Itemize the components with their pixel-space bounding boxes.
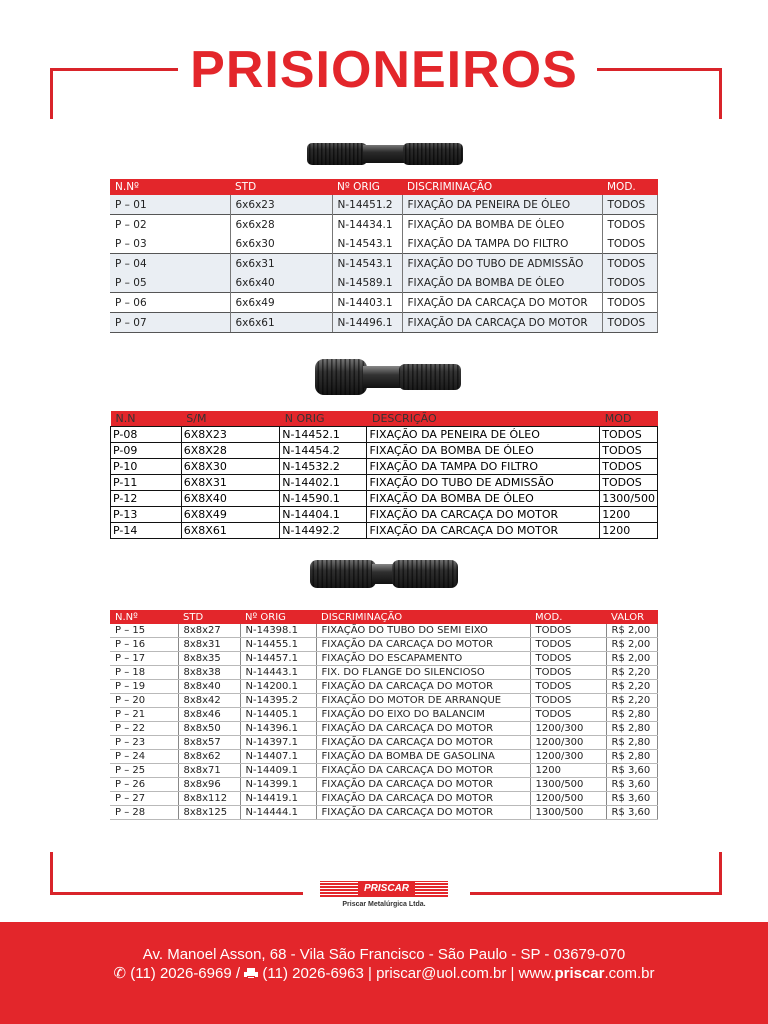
table-cell: FIXAÇÃO DA CARCAÇA DO MOTOR: [316, 638, 530, 652]
table-cell: FIXAÇÃO DA CARCAÇA DO MOTOR: [316, 736, 530, 750]
table-cell: FIXAÇÃO DA CARCAÇA DO MOTOR: [402, 313, 602, 333]
table-cell: 6x6x28: [230, 215, 332, 235]
table-row: [110, 652, 658, 666]
table-cell: FIXAÇÃO DO EIXO DO BALANCIM: [316, 708, 530, 722]
table-cell: R$ 2,20: [606, 680, 658, 694]
table-cell: 6X8X40: [181, 491, 279, 507]
table-cell: TODOS: [530, 624, 606, 638]
table-cell: N-14402.1: [280, 475, 367, 491]
table-cell: 1300/500: [530, 806, 606, 820]
top-left-bracket: [50, 68, 178, 119]
table-cell: P – 23: [110, 736, 178, 750]
table-cell: 6x6x31: [230, 254, 332, 274]
table-cell: N-14407.1: [240, 750, 316, 764]
table-cell: P-12: [111, 491, 182, 507]
table-cell: N-14457.1: [240, 652, 316, 666]
table-cell: P – 22: [110, 722, 178, 736]
table-row: [110, 215, 658, 235]
table-cell: N-14590.1: [280, 491, 367, 507]
table-row: [110, 666, 658, 680]
bottom-right-bracket: [470, 852, 722, 895]
table-cell: P – 04: [110, 254, 230, 274]
table-cell: N-14200.1: [240, 680, 316, 694]
stud-bolt-image-3: [308, 556, 460, 592]
table-cell: N-14454.2: [280, 443, 367, 459]
table-row: [110, 736, 658, 750]
header-cell: MOD.: [530, 610, 606, 624]
table-cell: N-14451.2: [332, 195, 402, 215]
table-cell: R$ 2,80: [606, 736, 658, 750]
table-cell: FIXAÇÃO DO TUBO DE ADMISSÃO: [367, 475, 600, 491]
table-cell: 1200: [530, 764, 606, 778]
table-cell: N-14399.1: [240, 778, 316, 792]
table-cell: N-14404.1: [280, 507, 367, 523]
table-cell: N-14405.1: [240, 708, 316, 722]
table-cell: 1200/300: [530, 736, 606, 750]
table-cell: 6X8X30: [181, 459, 279, 475]
table-row: [110, 750, 658, 764]
table-cell: 8x8x35: [178, 652, 240, 666]
table-row: [111, 427, 658, 443]
table-row: [110, 254, 658, 274]
table-cell: R$ 2,00: [606, 638, 658, 652]
table-cell: P – 03: [110, 234, 230, 254]
table-cell: TODOS: [600, 475, 658, 491]
table-cell: R$ 2,00: [606, 652, 658, 666]
table-cell: FIXAÇÃO DA CARCAÇA DO MOTOR: [367, 523, 600, 539]
table-cell: P-13: [111, 507, 182, 523]
table-cell: FIXAÇÃO DA CARCAÇA DO MOTOR: [367, 507, 600, 523]
table-cell: TODOS: [602, 273, 658, 293]
header-cell: Nº ORIG: [332, 179, 402, 195]
table-cell: 8x8x38: [178, 666, 240, 680]
header-cell: N.N: [111, 411, 182, 427]
header-cell: DISCRIMINAÇÃO: [402, 179, 602, 195]
table-cell: 8x8x40: [178, 680, 240, 694]
table-cell: TODOS: [530, 708, 606, 722]
table-cell: N-14419.1: [240, 792, 316, 806]
table-cell: 8x8x27: [178, 624, 240, 638]
header-cell: STD: [230, 179, 332, 195]
table-cell: P – 25: [110, 764, 178, 778]
table-cell: P – 05: [110, 273, 230, 293]
table-cell: TODOS: [530, 666, 606, 680]
table-row: [110, 313, 658, 333]
table-cell: 1200/300: [530, 722, 606, 736]
table-cell: N-14543.1: [332, 234, 402, 254]
table-row: [110, 273, 658, 293]
table-cell: 8x8x46: [178, 708, 240, 722]
table-cell: N-14532.2: [280, 459, 367, 475]
table-cell: FIXAÇÃO DA CARCAÇA DO MOTOR: [316, 792, 530, 806]
table-row: [111, 443, 658, 459]
table-cell: N-14398.1: [240, 624, 316, 638]
table-cell: FIXAÇÃO DA CARCAÇA DO MOTOR: [316, 778, 530, 792]
table-cell: P – 27: [110, 792, 178, 806]
table-row: [110, 624, 658, 638]
table-cell: FIXAÇÃO DO TUBO DE ADMISSÃO: [402, 254, 602, 274]
header-cell: VALOR: [606, 610, 658, 624]
table-cell: FIXAÇÃO DA BOMBA DE ÓLEO: [367, 443, 600, 459]
table-cell: FIXAÇÃO DA CARCAÇA DO MOTOR: [316, 722, 530, 736]
table-cell: R$ 3,60: [606, 806, 658, 820]
table-cell: R$ 2,80: [606, 722, 658, 736]
table-row: [110, 234, 658, 254]
prisioneiros-table-3: [110, 610, 658, 820]
table-row: [110, 764, 658, 778]
table-cell: 1300/500: [600, 491, 658, 507]
table-cell: 8x8x112: [178, 792, 240, 806]
table-cell: R$ 2,80: [606, 750, 658, 764]
table-row: [111, 475, 658, 491]
table-cell: TODOS: [602, 313, 658, 333]
table-cell: P – 17: [110, 652, 178, 666]
table-row: [110, 293, 658, 313]
table-cell: P – 26: [110, 778, 178, 792]
table-cell: TODOS: [530, 638, 606, 652]
table-cell: TODOS: [600, 459, 658, 475]
table-row: [111, 523, 658, 539]
table-cell: FIXAÇÃO DO TUBO DO SEMI EIXO: [316, 624, 530, 638]
table-row: [110, 708, 658, 722]
footer-phone-1: (11) 2026-6969: [130, 965, 232, 982]
table-row: [111, 507, 658, 523]
header-cell: MOD.: [602, 179, 658, 195]
table-row: [110, 792, 658, 806]
table-row: [110, 694, 658, 708]
header-cell: N.Nº: [110, 179, 230, 195]
table-cell: FIXAÇÃO DA TAMPA DO FILTRO: [367, 459, 600, 475]
table-cell: R$ 3,60: [606, 792, 658, 806]
footer-email-link[interactable]: priscar@uol.com.br: [376, 965, 507, 982]
table-cell: FIXAÇÃO DA BOMBA DE ÓLEO: [402, 215, 602, 235]
stud-bolt-image-1: [305, 137, 465, 169]
table-row: [110, 722, 658, 736]
table-cell: R$ 2,00: [606, 624, 658, 638]
table-row: [111, 491, 658, 507]
table-row: [110, 778, 658, 792]
table-cell: TODOS: [602, 215, 658, 235]
table-row: [111, 459, 658, 475]
table-cell: P – 15: [110, 624, 178, 638]
table-cell: 8x8x31: [178, 638, 240, 652]
table-cell: FIXAÇÃO DA PENEIRA DE ÓLEO: [402, 195, 602, 215]
table-header-row: [110, 179, 658, 195]
footer-website-link[interactable]: www.priscar.com.br: [518, 965, 655, 982]
table-cell: 6x6x40: [230, 273, 332, 293]
header-cell: N.Nº: [110, 610, 178, 624]
table-cell: P – 24: [110, 750, 178, 764]
footer-address: Av. Manoel Asson, 68 - Vila São Francisco - São Paulo - SP - 03679-070: [142, 946, 626, 963]
header-cell: S/M: [181, 411, 279, 427]
table-header-row: [111, 411, 658, 427]
header-cell: Nº ORIG: [240, 610, 316, 624]
table-cell: 6X8X61: [181, 523, 279, 539]
table-cell: P – 19: [110, 680, 178, 694]
table-cell: P – 07: [110, 313, 230, 333]
table-cell: N-14589.1: [332, 273, 402, 293]
table-row: [110, 680, 658, 694]
table-cell: P – 20: [110, 694, 178, 708]
table-cell: N-14543.1: [332, 254, 402, 274]
priscar-logo: [320, 881, 448, 897]
table-cell: 6X8X28: [181, 443, 279, 459]
logo-subtitle: Priscar Metalúrgica Ltda.: [342, 901, 426, 908]
table-cell: R$ 2,80: [606, 708, 658, 722]
table-cell: R$ 2,20: [606, 694, 658, 708]
table-cell: TODOS: [602, 195, 658, 215]
table-cell: 8x8x50: [178, 722, 240, 736]
table-cell: TODOS: [530, 694, 606, 708]
table-cell: N-14443.1: [240, 666, 316, 680]
table-cell: 1200/500: [530, 792, 606, 806]
prisioneiros-table-2: [110, 411, 658, 539]
table-cell: FIXAÇÃO DA CARCAÇA DO MOTOR: [316, 680, 530, 694]
table-cell: P – 16: [110, 638, 178, 652]
table-cell: TODOS: [600, 427, 658, 443]
table-cell: TODOS: [602, 293, 658, 313]
table-cell: FIXAÇÃO DA CARCAÇA DO MOTOR: [316, 806, 530, 820]
table-cell: 1200: [600, 507, 658, 523]
table-cell: 6x6x61: [230, 313, 332, 333]
table-cell: 6X8X49: [181, 507, 279, 523]
table-cell: 8x8x96: [178, 778, 240, 792]
table-cell: TODOS: [530, 680, 606, 694]
table-cell: TODOS: [530, 652, 606, 666]
table-cell: 1200/300: [530, 750, 606, 764]
top-right-bracket: [597, 68, 722, 119]
prisioneiros-table-1: [110, 179, 658, 333]
table-cell: P – 21: [110, 708, 178, 722]
table-cell: FIXAÇÃO DA CARCAÇA DO MOTOR: [316, 764, 530, 778]
table-cell: 8x8x62: [178, 750, 240, 764]
table-cell: 6X8X31: [181, 475, 279, 491]
table-cell: 6x6x23: [230, 195, 332, 215]
table-cell: N-14434.1: [332, 215, 402, 235]
footer-contacts: ✆ (11) 2026-6969 / (11) 2026-6963 | priscar@uol.com.br | www.priscar.com.br: [113, 965, 655, 982]
table-cell: 1300/500: [530, 778, 606, 792]
table-cell: P-10: [111, 459, 182, 475]
table-cell: TODOS: [602, 234, 658, 254]
table-cell: P-08: [111, 427, 182, 443]
table-cell: FIXAÇÃO DA BOMBA DE ÓLEO: [402, 273, 602, 293]
table-cell: FIXAÇÃO DA PENEIRA DE ÓLEO: [367, 427, 600, 443]
table-cell: N-14403.1: [332, 293, 402, 313]
table-cell: N-14396.1: [240, 722, 316, 736]
table-row: [110, 638, 658, 652]
table-cell: R$ 2,20: [606, 666, 658, 680]
table-cell: 1200: [600, 523, 658, 539]
table-cell: FIXAÇÃO DO ESCAPAMENTO: [316, 652, 530, 666]
table-cell: 6x6x30: [230, 234, 332, 254]
table-cell: N-14455.1: [240, 638, 316, 652]
table-cell: P – 02: [110, 215, 230, 235]
table-cell: TODOS: [600, 443, 658, 459]
table-cell: FIXAÇÃO DO MOTOR DE ARRANQUE: [316, 694, 530, 708]
table-cell: N-14444.1: [240, 806, 316, 820]
table-cell: 8x8x57: [178, 736, 240, 750]
bottom-left-bracket: [50, 852, 303, 895]
header-cell: STD: [178, 610, 240, 624]
table-cell: P-11: [111, 475, 182, 491]
table-cell: 8x8x71: [178, 764, 240, 778]
printer-icon: [244, 968, 258, 979]
stud-bolt-image-2: [313, 355, 463, 397]
table-cell: N-14496.1: [332, 313, 402, 333]
header-cell: DISCRIMINAÇÃO: [316, 610, 530, 624]
table-cell: 8x8x125: [178, 806, 240, 820]
header-cell: DESCRIÇÃO: [367, 411, 600, 427]
table-cell: N-14492.2: [280, 523, 367, 539]
table-cell: FIXAÇÃO DA BOMBA DE ÓLEO: [367, 491, 600, 507]
table-cell: R$ 3,60: [606, 764, 658, 778]
table-cell: 6x6x49: [230, 293, 332, 313]
table-cell: N-14397.1: [240, 736, 316, 750]
logo-text: PRISCAR: [358, 882, 415, 896]
table-cell: FIXAÇÃO DA BOMBA DE GASOLINA: [316, 750, 530, 764]
table-cell: P-09: [111, 443, 182, 459]
table-header-row: [110, 610, 658, 624]
table-cell: TODOS: [602, 254, 658, 274]
table-cell: R$ 3,60: [606, 778, 658, 792]
page-title: PRISIONEIROS: [190, 41, 578, 99]
table-cell: P – 06: [110, 293, 230, 313]
table-cell: 8x8x42: [178, 694, 240, 708]
footer-phone-2: (11) 2026-6963: [262, 965, 364, 982]
header-cell: MOD: [600, 411, 658, 427]
table-cell: N-14452.1: [280, 427, 367, 443]
table-row: [110, 195, 658, 215]
table-cell: P – 18: [110, 666, 178, 680]
table-cell: P – 01: [110, 195, 230, 215]
table-cell: N-14395.2: [240, 694, 316, 708]
table-cell: FIXAÇÃO DA CARCAÇA DO MOTOR: [402, 293, 602, 313]
table-cell: P – 28: [110, 806, 178, 820]
table-cell: 6X8X23: [181, 427, 279, 443]
table-cell: FIXAÇÃO DA TAMPA DO FILTRO: [402, 234, 602, 254]
table-cell: P-14: [111, 523, 182, 539]
table-cell: N-14409.1: [240, 764, 316, 778]
table-cell: FIX. DO FLANGE DO SILENCIOSO: [316, 666, 530, 680]
phone-icon: ✆: [113, 965, 127, 982]
table-row: [110, 806, 658, 820]
header-cell: N ORIG: [280, 411, 367, 427]
